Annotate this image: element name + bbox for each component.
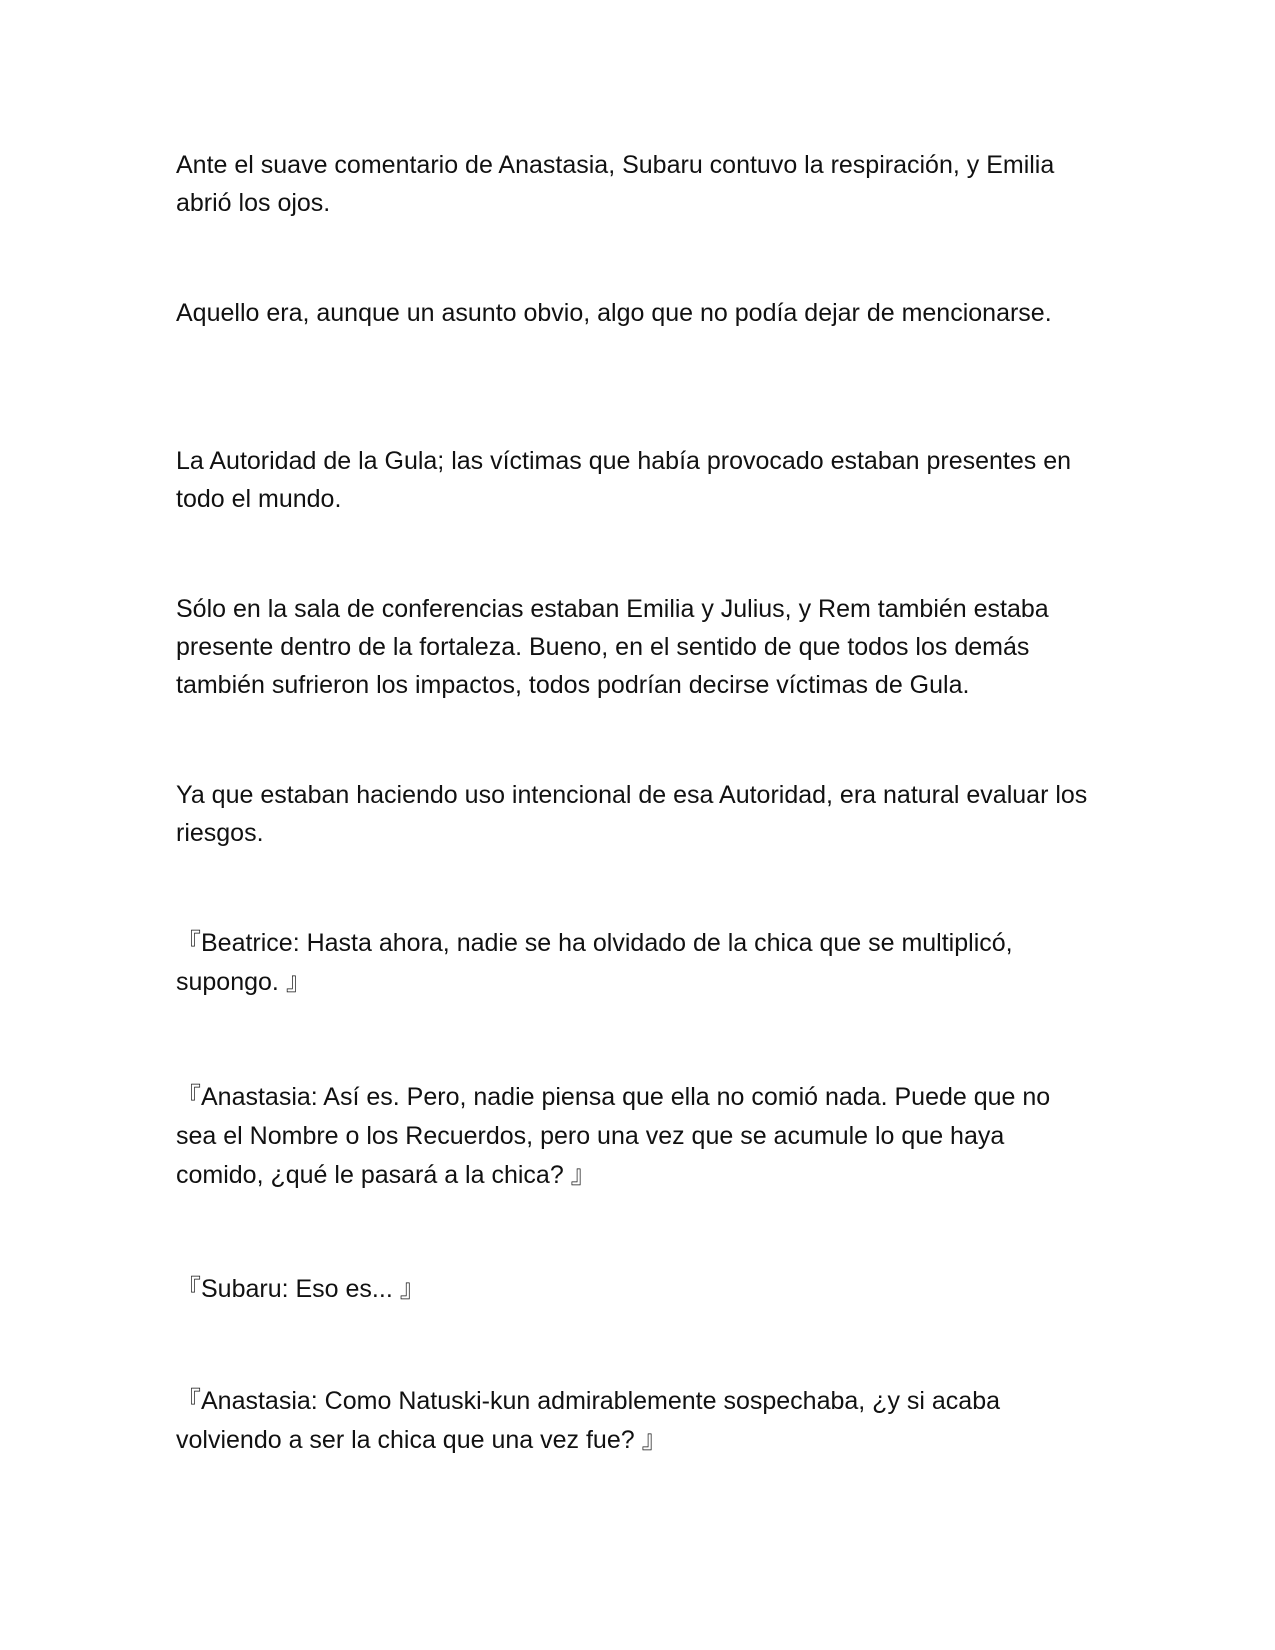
dialogue-anastasia-2: 『Anastasia: Como Natuski-kun admirablemente sospechaba, ¿y si acaba volviendo a ser la chica que una vez fue? 』 [176,1387,1001,1454]
paragraph-2: Aquello era, aunque un asunto obvio, algo que no podía dejar de mencionarse. [176,299,1052,327]
paragraph-3: La Autoridad de la Gula; las víctimas que había provocado estaban presentes en todo el mundo. [176,447,1072,513]
paragraph-4: Sólo en la sala de conferencias estaban Emilia y Julius, y Rem también estaba presente dentro de la fortaleza. Bueno, en el sentido de que todos los demás también sufrieron los impactos, todos podrían decirse víctimas de Gula. [176,595,1049,699]
paragraph-5: Ya que estaban haciendo uso intencional de esa Autoridad, era natural evaluar los riesgos. [176,781,1088,847]
dialogue-beatrice: 『Beatrice: Hasta ahora, nadie se ha olvidado de la chica que se multiplicó, supongo. 』 [176,929,1013,996]
paragraph-1: Ante el suave comentario de Anastasia, Subaru contuvo la respiración, y Emilia abrió los ojos. [176,151,1055,217]
dialogue-anastasia-1: 『Anastasia: Así es. Pero, nadie piensa que ella no comió nada. Puede que no sea el Nombre o los Recuerdos, pero una vez que se acumule lo que haya comido, ¿qué le pasará a la chica? 』 [176,1083,1051,1189]
dialogue-subaru: 『Subaru: Eso es... 』 [176,1275,425,1303]
